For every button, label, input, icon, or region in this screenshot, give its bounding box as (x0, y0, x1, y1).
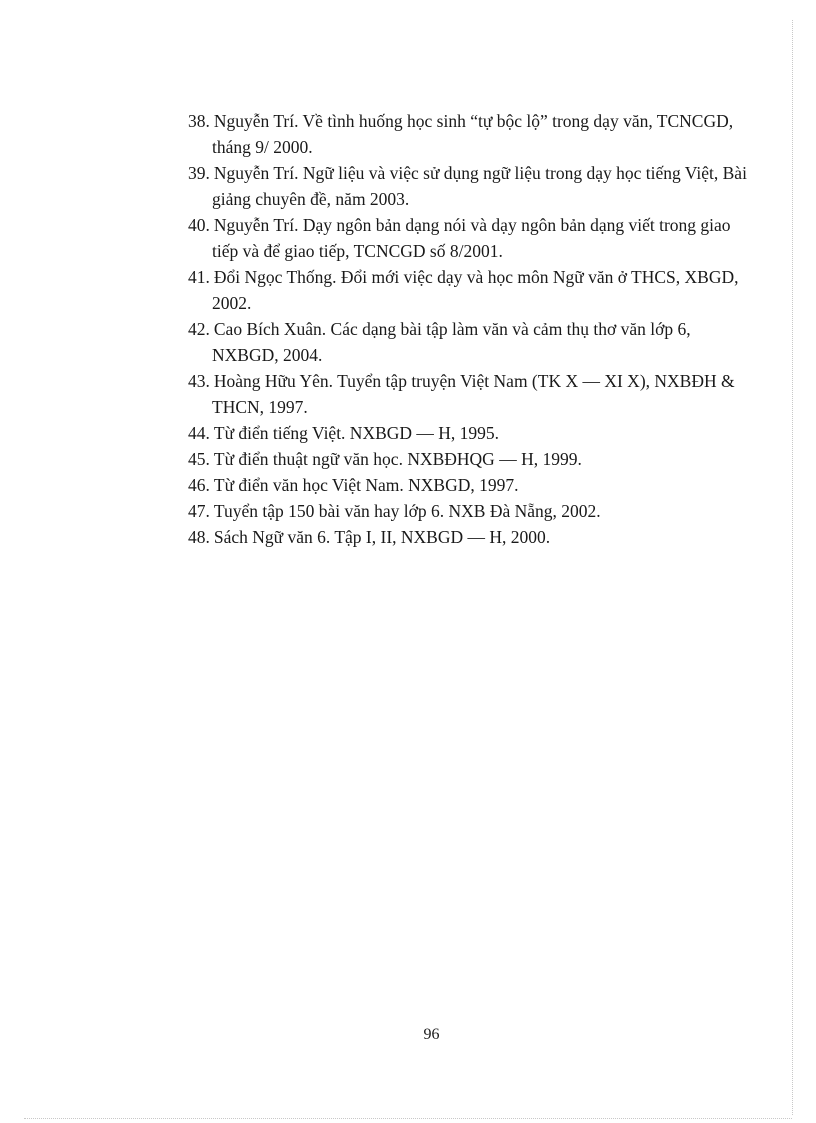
reference-text: Từ điển văn học Việt Nam. NXBGD, 1997. (213, 475, 519, 495)
reference-text: Nguyễn Trí. Dạy ngôn bản dạng nói và dạy ngôn bản dạng viết trong giao tiếp và để giao tiếp, TCNCGD số 8/2001. (212, 215, 731, 261)
reference-number: 45. (188, 449, 210, 469)
reference-item (188, 524, 748, 550)
page-border-right (792, 20, 793, 1115)
reference-text: Nguyễn Trí. Ngữ liệu và việc sử dụng ngữ liệu trong dạy học tiếng Việt, Bài giảng chuyên đề, năm 2003. (212, 163, 747, 209)
reference-text: Từ điển thuật ngữ văn học. NXBĐHQG — H, 1999. (213, 449, 582, 469)
reference-item (188, 446, 748, 472)
reference-number: 47. (188, 501, 210, 521)
reference-item (188, 264, 748, 316)
reference-number: 38. (188, 111, 210, 131)
reference-item (188, 420, 748, 446)
reference-text: Đổi Ngọc Thống. Đổi mới việc dạy và học môn Ngữ văn ở THCS, XBGD, 2002. (212, 267, 739, 313)
reference-item (188, 160, 748, 212)
reference-text: Hoàng Hữu Yên. Tuyển tập truyện Việt Nam (TK X — XI X), NXBĐH & THCN, 1997. (212, 371, 735, 417)
reference-number: 44. (188, 423, 210, 443)
reference-number: 42. (188, 319, 210, 339)
reference-number: 46. (188, 475, 210, 495)
reference-item (188, 108, 748, 160)
reference-item (188, 472, 748, 498)
reference-number: 41. (188, 267, 210, 287)
reference-text: Cao Bích Xuân. Các dạng bài tập làm văn và cảm thụ thơ văn lớp 6, NXBGD, 2004. (212, 319, 691, 365)
reference-list (188, 108, 748, 550)
reference-text: Sách Ngữ văn 6. Tập I, II, NXBGD — H, 2000. (213, 527, 551, 547)
reference-item (188, 316, 748, 368)
reference-item (188, 498, 748, 524)
reference-item (188, 212, 748, 264)
reference-item (188, 368, 748, 420)
reference-number: 48. (188, 527, 210, 547)
reference-text: Tuyển tập 150 bài văn hay lớp 6. NXB Đà Nẵng, 2002. (213, 501, 601, 521)
reference-number: 43. (188, 371, 210, 391)
page-number: 96 (423, 1026, 440, 1043)
page-border-bottom (24, 1118, 792, 1119)
reference-text: Từ điển tiếng Việt. NXBGD — H, 1995. (213, 423, 500, 443)
reference-number: 39. (188, 163, 210, 183)
reference-number: 40. (188, 215, 210, 235)
reference-text: Nguyễn Trí. Về tình huống học sinh “tự bộc lộ” trong dạy văn, TCNCGD, tháng 9/ 2000. (212, 111, 734, 157)
